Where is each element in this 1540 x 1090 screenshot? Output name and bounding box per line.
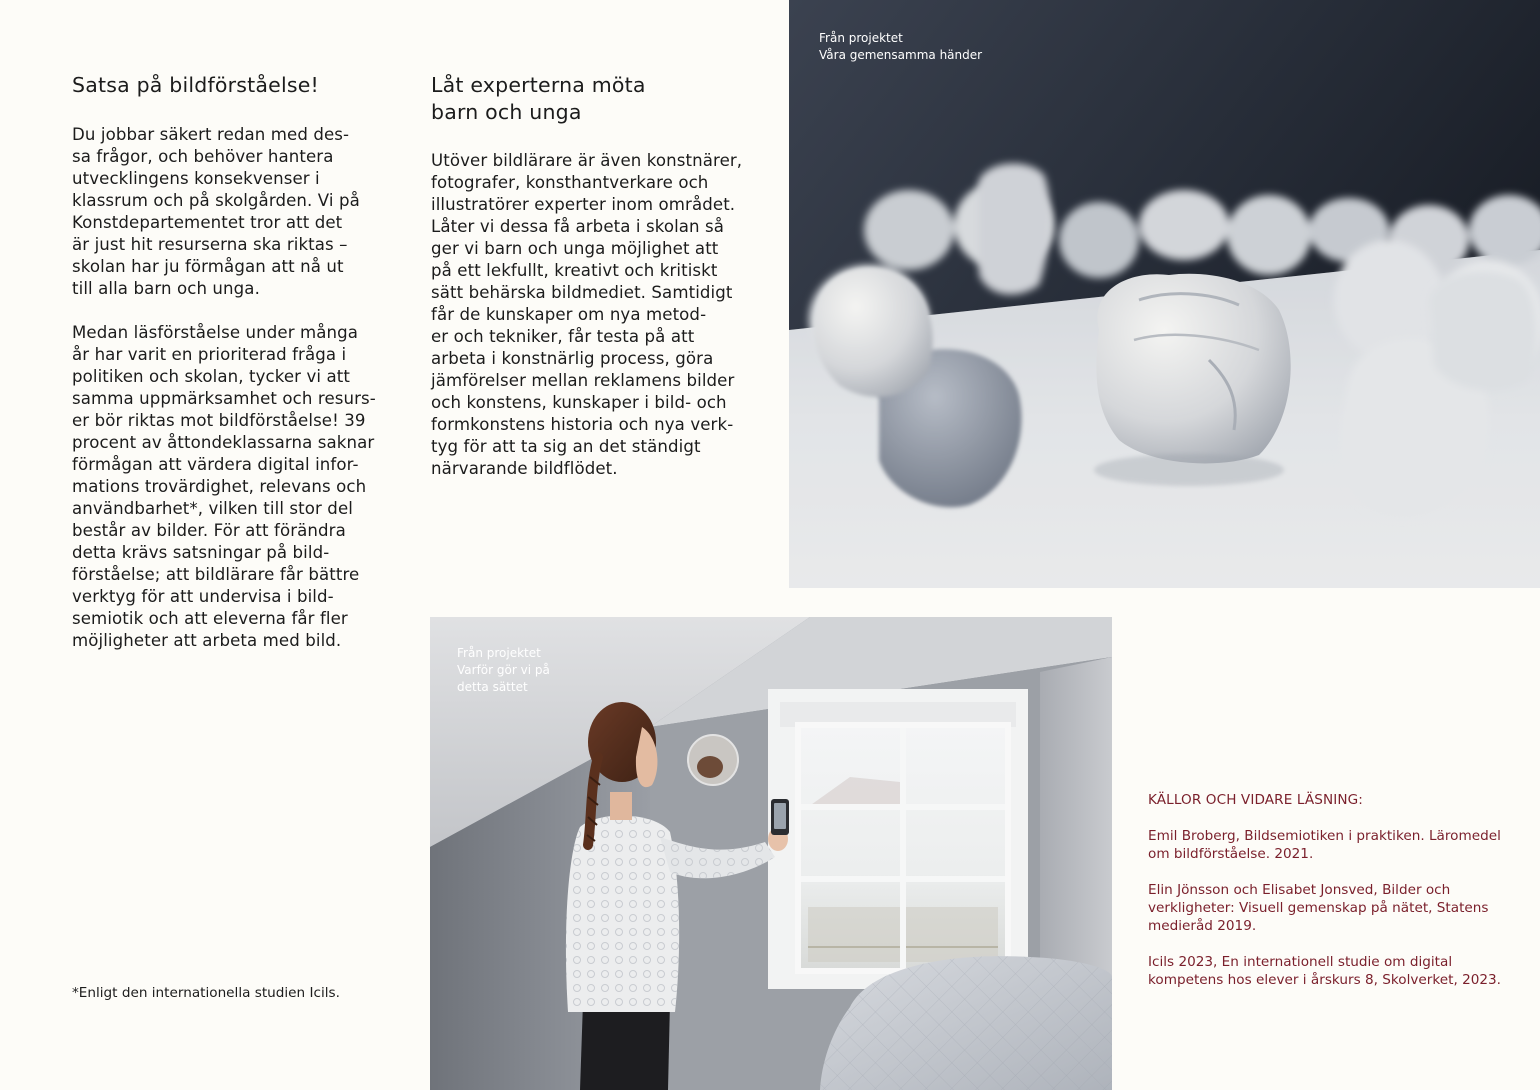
text-line: samma uppmärksamhet och resurs- bbox=[72, 389, 376, 408]
text-line: Från projektet bbox=[819, 31, 903, 45]
paragraph-lasforstaelse bbox=[72, 322, 376, 652]
text-line: skolan har ju förmågan att nå ut bbox=[72, 257, 344, 276]
text-line: Du jobbar säkert redan med des- bbox=[72, 125, 350, 144]
text-line: Varför gör vi på bbox=[457, 663, 550, 677]
text-line: er och tekniker, får testa på att bbox=[431, 327, 695, 346]
text-line: är just hit resurserna ska riktas – bbox=[72, 235, 348, 254]
text-line: mations trovärdighet, relevans och bbox=[72, 477, 367, 496]
paragraph-experter bbox=[431, 150, 742, 480]
round-mirror bbox=[688, 735, 738, 785]
text-line: Låt experterna möta bbox=[431, 73, 646, 97]
text-line: detta krävs satsningar på bild- bbox=[72, 543, 330, 562]
footnote-icils: *Enligt den internationella studien Icils. bbox=[72, 985, 340, 1001]
text-line: och konstens, kunskaper i bild- och bbox=[431, 393, 727, 412]
heading-experterna bbox=[431, 72, 646, 126]
paragraph-intro bbox=[72, 124, 360, 300]
text-line: procent av åttondeklassarna saknar bbox=[72, 433, 375, 452]
text-line: får de kunskaper om nya metod- bbox=[431, 305, 707, 324]
plaster-hands-illustration bbox=[789, 0, 1540, 588]
text-line: er bör riktas mot bildförståelse! 39 bbox=[72, 411, 366, 430]
text-line: jämförelser mellan reklamens bilder bbox=[431, 371, 735, 390]
text-line: barn och unga bbox=[431, 100, 582, 124]
text-line: förståelse; att bildlärare får bättre bbox=[72, 565, 360, 584]
source-item-jonsson: Elin Jönsson och Elisabet Jonsved, Bilder och verkligheter: Visuell gemenskap på nätet, Statens medieråd 2019. bbox=[1148, 882, 1489, 934]
text-line: förmågan att värdera digital infor- bbox=[72, 455, 359, 474]
text-line: möjligheter att arbeta med bild. bbox=[72, 631, 342, 650]
text-line: Konstdepartementet tror att det bbox=[72, 213, 343, 232]
text-line: Våra gemensamma händer bbox=[819, 48, 983, 62]
text-line: består av bilder. För att förändra bbox=[72, 521, 346, 540]
text-line: utvecklingens konsekvenser i bbox=[72, 169, 320, 188]
text-line: till alla barn och unga. bbox=[72, 279, 260, 298]
source-item-icils: Icils 2023, En internationell studie om digital kompetens hos elever i årskurs 8, Skolverket, 2023. bbox=[1148, 954, 1502, 988]
text-line: sätt behärska bildmediet. Samtidigt bbox=[431, 283, 733, 302]
text-line: politiken och skolan, tycker vi att bbox=[72, 367, 350, 386]
text-line: Medan läsförståelse under många bbox=[72, 323, 359, 342]
text-line: formkonstens historia och nya verk- bbox=[431, 415, 734, 434]
text-line: detta sättet bbox=[457, 680, 528, 694]
text-line: illustratörer experter inom området. bbox=[431, 195, 736, 214]
heading-bildforstaelse: Satsa på bildförståelse! bbox=[72, 73, 319, 97]
text-line: användbarhet*, vilken till stor del bbox=[72, 499, 353, 518]
text-line: tyg för att ta sig an det ständigt bbox=[431, 437, 701, 456]
caption-hands bbox=[819, 30, 982, 64]
text-line: på ett lekfullt, kreativt och kritiskt bbox=[431, 261, 718, 280]
text-line: år har varit en prioriterad fråga i bbox=[72, 345, 347, 364]
text-line: Från projektet bbox=[457, 646, 541, 660]
text-line: sa frågor, och behöver hantera bbox=[72, 147, 334, 166]
sources-heading: KÄLLOR OCH VIDARE LÄSNING: bbox=[1148, 792, 1363, 808]
text-line: närvarande bildflödet. bbox=[431, 459, 618, 478]
text-line: Låter vi dessa få arbeta i skolan så bbox=[431, 217, 725, 236]
text-line: fotografer, konsthantverkare och bbox=[431, 173, 709, 192]
sources-section bbox=[1148, 791, 1508, 1007]
text-line: klassrum och på skolgården. Vi på bbox=[72, 191, 360, 210]
girl-selfie-room-photo bbox=[430, 617, 1112, 1090]
text-line: arbeta i konstnärlig process, göra bbox=[431, 349, 714, 368]
text-line: semiotik och att eleverna får fler bbox=[72, 609, 348, 628]
text-line: verktyg för att undervisa i bild- bbox=[72, 587, 334, 606]
text-line: Utöver bildlärare är även konstnärer, bbox=[431, 151, 743, 170]
text-line: ger vi barn och unga möjlighet att bbox=[431, 239, 719, 258]
source-item-broberg: Emil Broberg, Bildsemiotiken i praktiken. Läromedel om bildförståelse. 2021. bbox=[1148, 828, 1501, 862]
plaster-hands-photo bbox=[789, 0, 1540, 588]
caption-room bbox=[457, 645, 550, 696]
window bbox=[768, 689, 1028, 989]
